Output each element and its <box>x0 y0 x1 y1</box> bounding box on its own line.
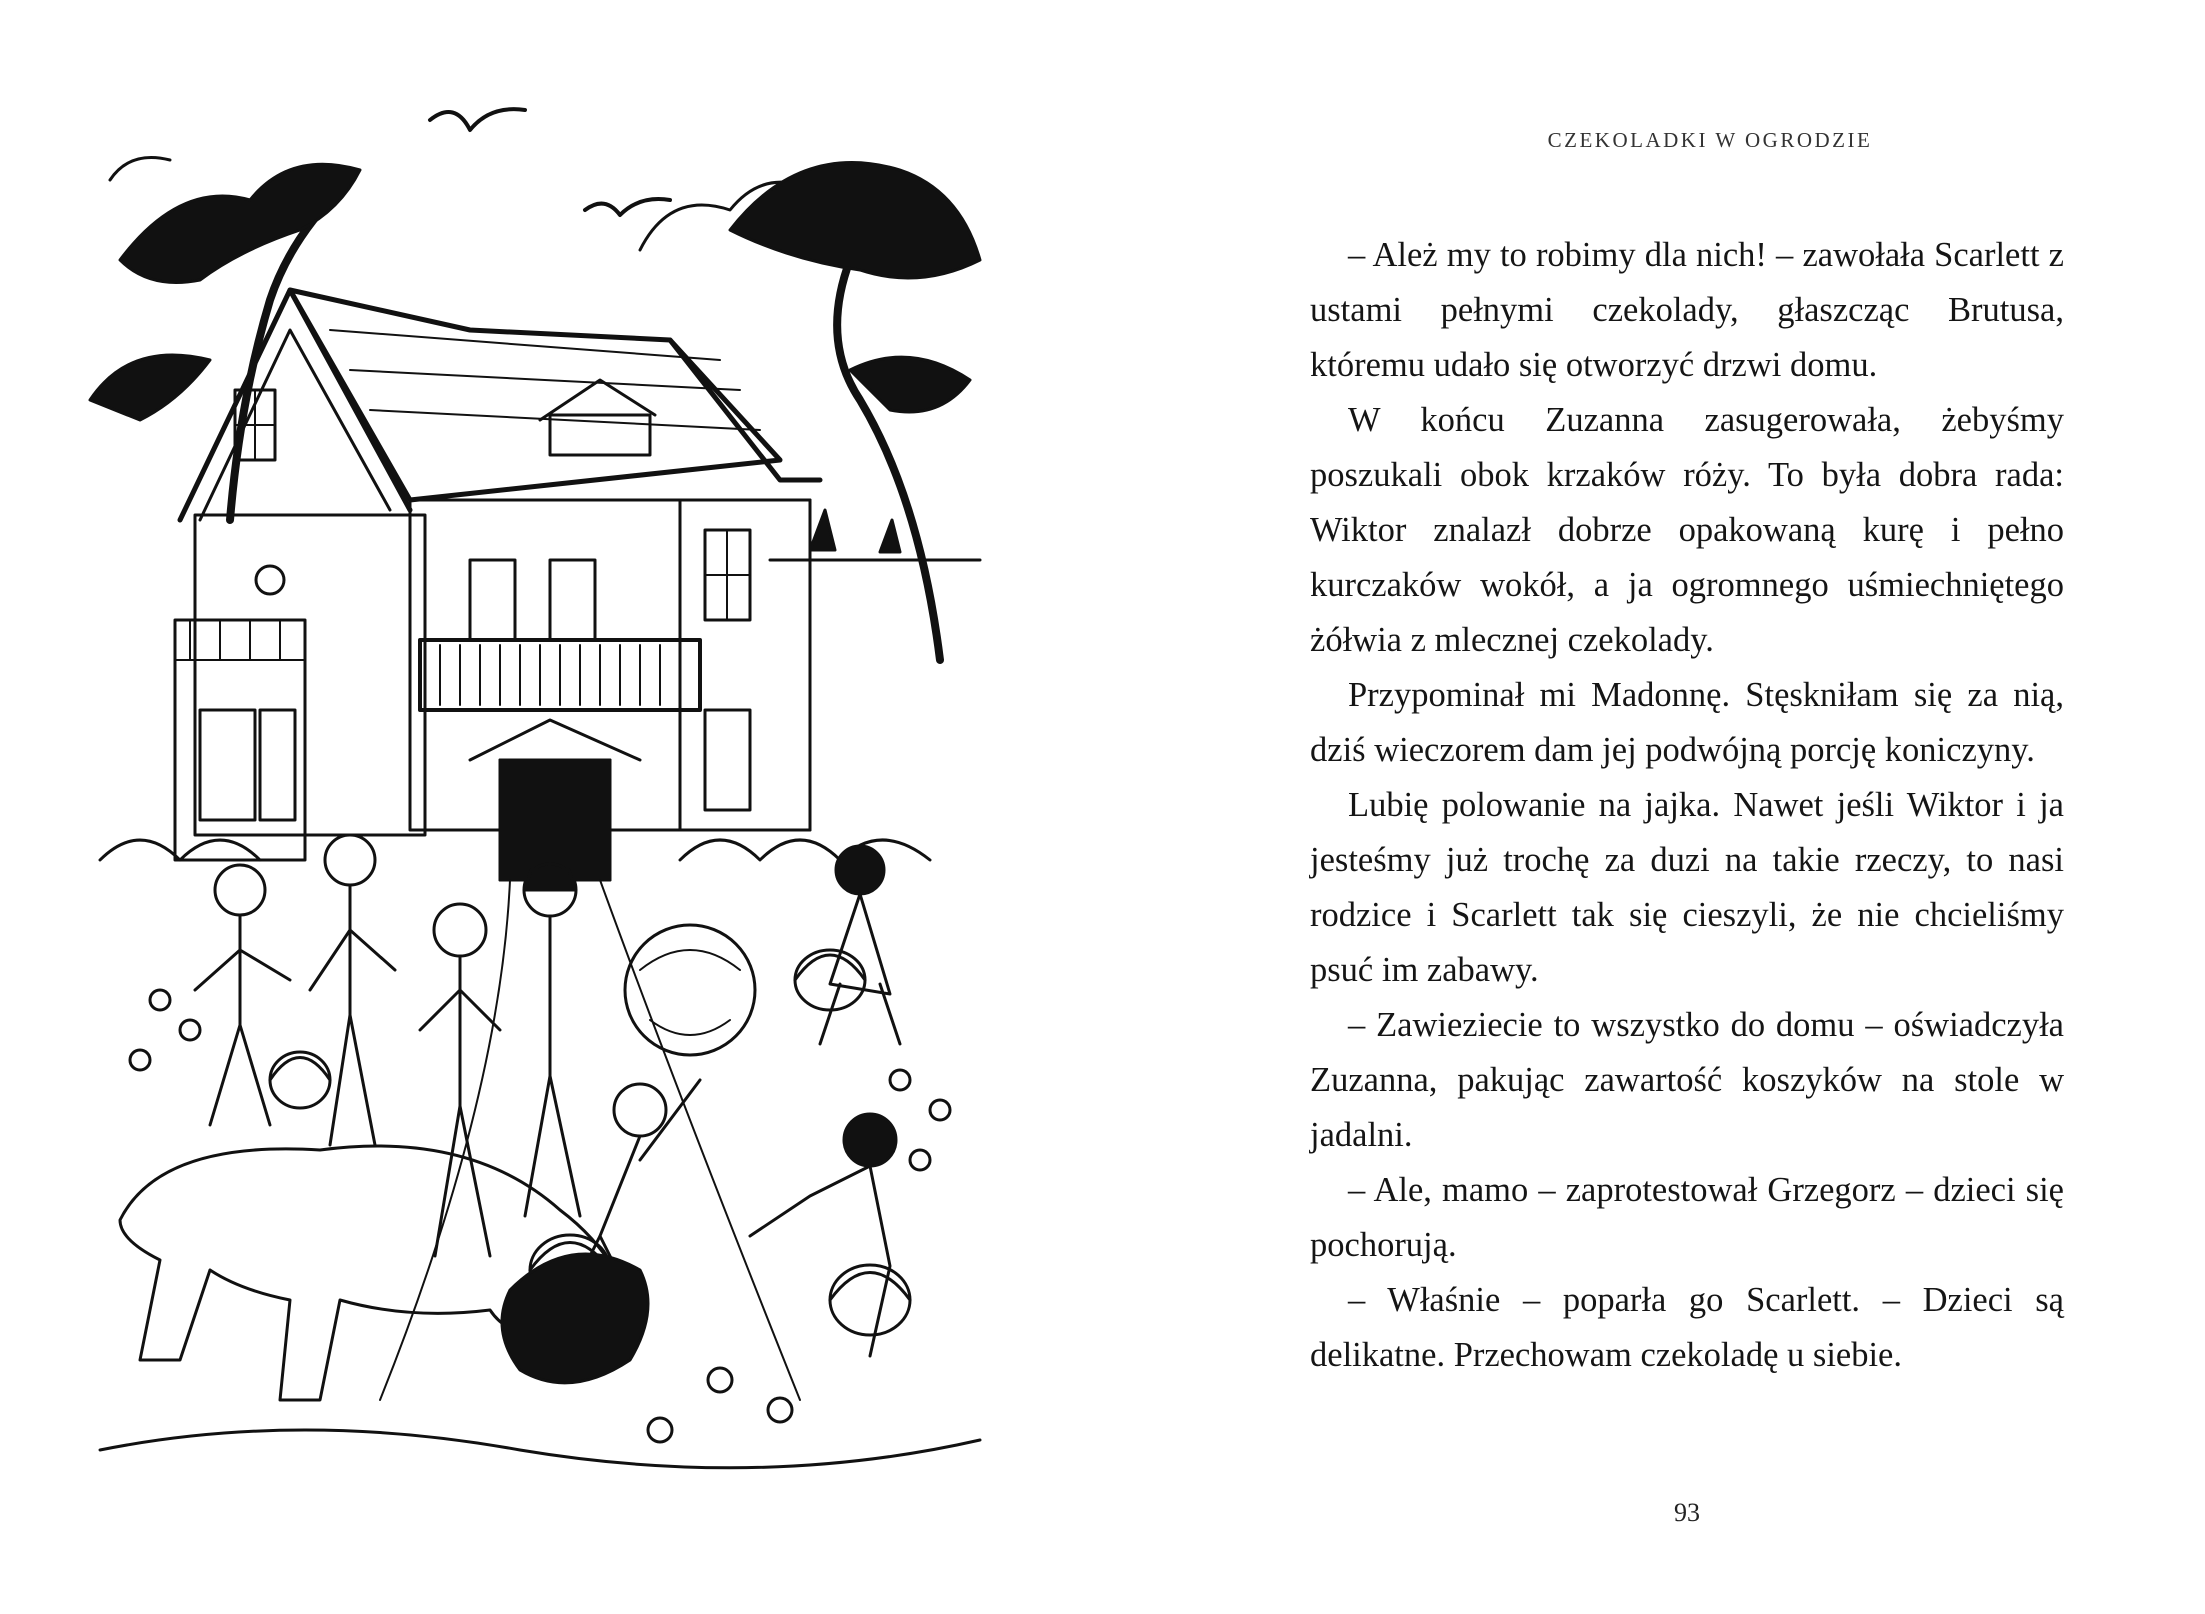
page-number: 93 <box>1674 1498 1700 1527</box>
paragraph: – Zawieziecie to wszystko do domu – oświadczyła Zuzanna, pakując zawartość koszyków na stole w jadalni. <box>1310 1006 2064 1154</box>
paragraph: – Właśnie – poparła go Scarlett. – Dzieci są delikatne. Przechowam czekoladę u siebie. <box>1310 1281 2064 1374</box>
paragraph: – Ale, mamo – zaprotestował Grzegorz – dzieci się pochorują. <box>1310 1171 2064 1264</box>
house-garden-drawing <box>80 100 1000 1500</box>
paragraph: Lubię polowanie na jajka. Nawet jeśli Wiktor i ja jesteśmy już trochę za duzi na takie rzeczy, to nasi rodzice i Scarlett tak się cieszyli, że nie chcieliśmy psuć im zabawy. <box>1310 786 2064 989</box>
paragraph: W końcu Zuzanna zasugerowała, żebyśmy poszukali obok krzaków róży. To była dobra rada: Wiktor znalazł dobrze opakowaną kurę i pełno kurczaków wokół, a ja ogromnego uśmiechniętego żółwia z mlecznej czekolady. <box>1310 401 2064 659</box>
paragraph: – Ależ my to robimy dla nich! – zawołała Scarlett z ustami pełnymi czekolady, głaszcząc Brutusa, któremu udało się otworzyć drzwi domu. <box>1310 236 2064 384</box>
running-head: CZEKOLADKI W OGRODZIE <box>1547 128 1873 152</box>
paragraph: Przypominał mi Madonnę. Stęskniłam się za nią, dziś wieczorem dam jej podwójną porcję koniczyny. <box>1310 676 2064 769</box>
garden-illustration <box>80 100 1000 1500</box>
body-text <box>1310 228 2064 1383</box>
